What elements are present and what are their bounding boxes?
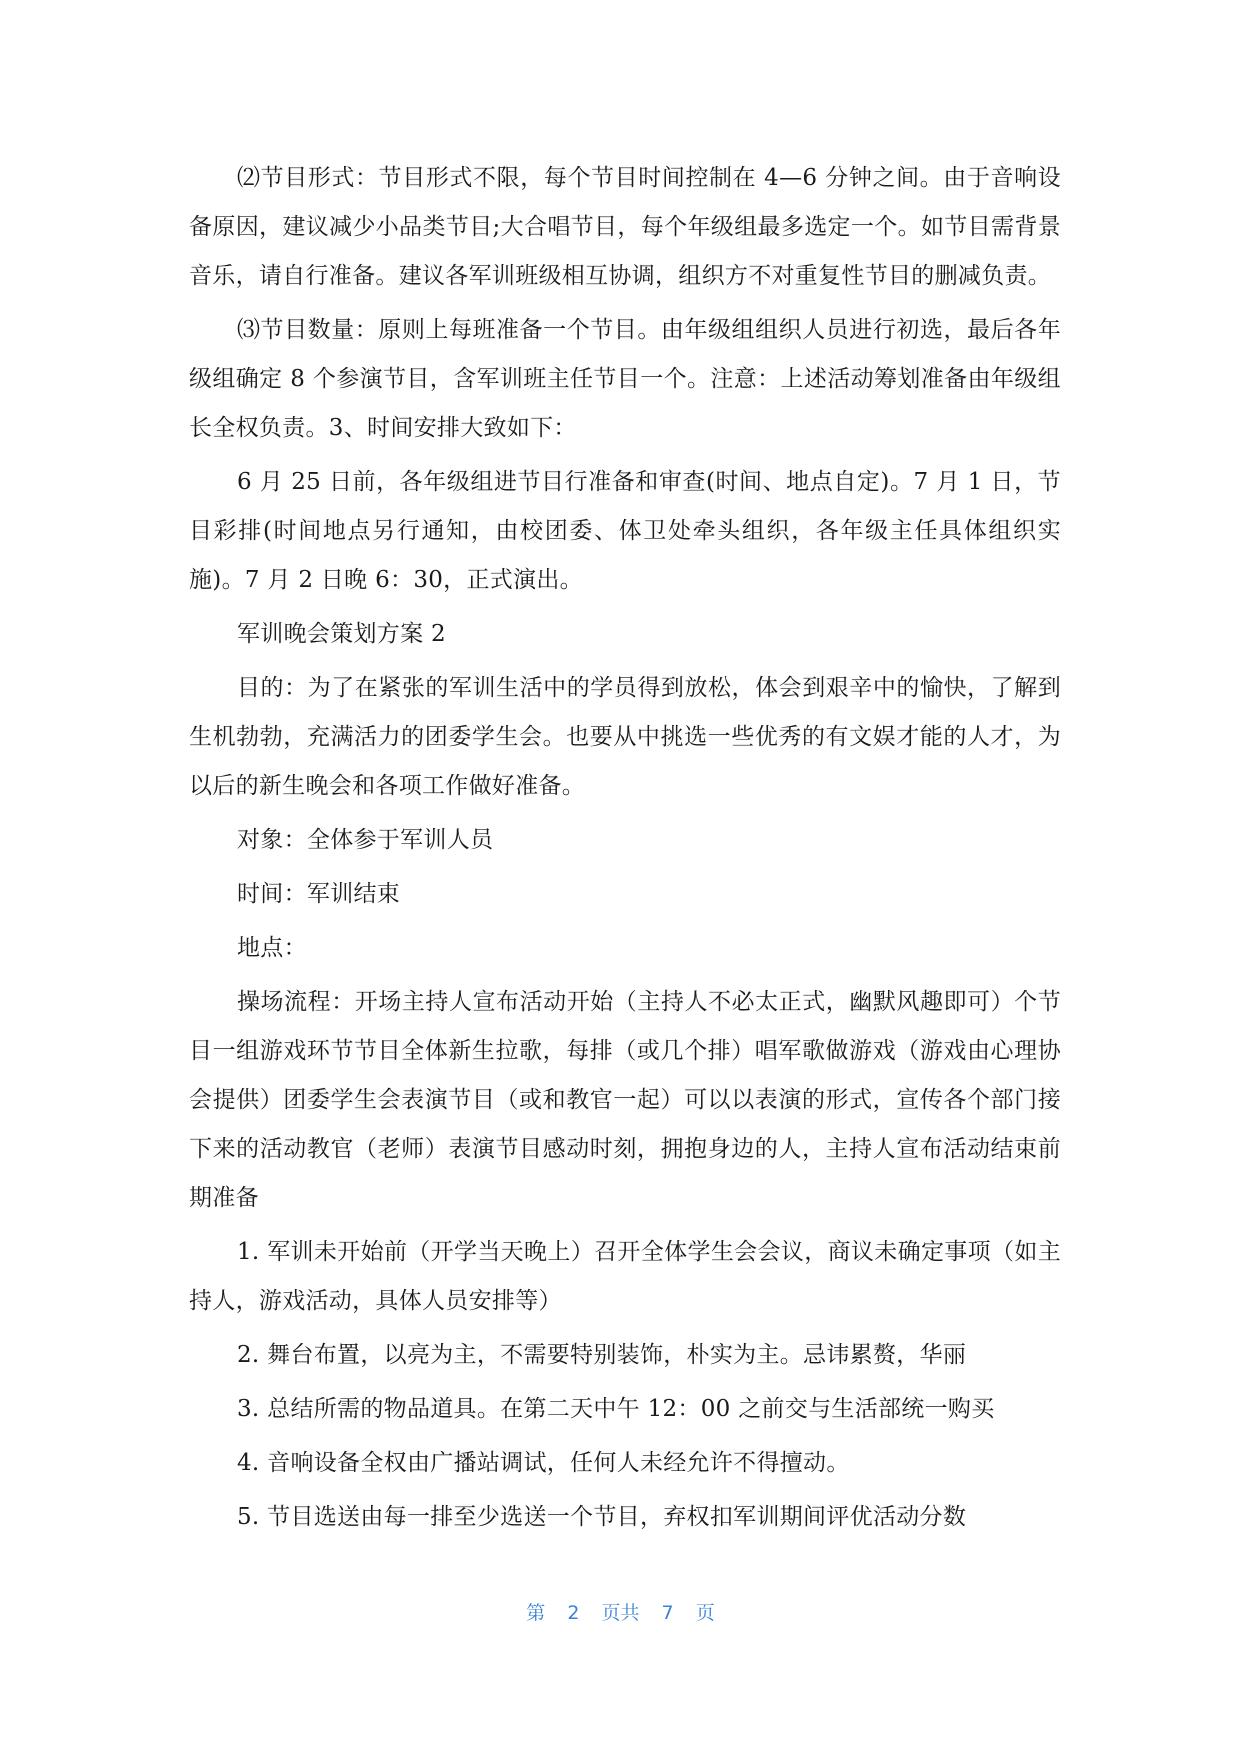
paragraph-audience: 对象：全体参于军训人员: [237, 827, 494, 853]
footer-prefix: 第: [526, 1602, 546, 1624]
page-footer: [0, 1598, 1241, 1625]
document-body: [189, 154, 1061, 1547]
paragraph-schedule: 6 月 25 日前，各年级组进节目行准备和审查(时间、地点自定)。7 月 1 日，节目彩排(时间地点另行通知，由校团委、体卫处牵头组织，各年级主任具体组织实施)。7 月 2 日晚 6：30，正式演出。: [189, 469, 1061, 593]
list-item: 3. 总结所需的物品道具。在第二天中午 12：00 之前交与生活部统一购买: [237, 1396, 995, 1422]
footer-middle: 页共: [601, 1602, 640, 1624]
footer-total-pages: 7: [661, 1602, 674, 1624]
paragraph-purpose: 目的：为了在紧张的军训生活中的学员得到放松，体会到艰辛中的愉快，了解到生机勃勃，充满活力的团委学生会。也要从中挑选一些优秀的有文娱才能的人才，为以后的新生晚会和各项工作做好准备。: [189, 675, 1061, 799]
section-heading: 军训晚会策划方案 2: [237, 621, 446, 647]
paragraph-program-count: ⑶节目数量：原则上每班准备一个节目。由年级组组织人员进行初选，最后各年级组确定 8 个参演节目，含军训班主任节目一个。注意：上述活动筹划准备由年级组长全权负责。3、时间安排大致如下：: [189, 317, 1061, 441]
list-item: 1. 军训未开始前（开学当天晚上）召开全体学生会会议，商议未确定事项（如主持人，游戏活动，具体人员安排等）: [189, 1239, 1061, 1314]
paragraph-process: 操场流程：开场主持人宣布活动开始（主持人不必太正式，幽默风趣即可）个节目一组游戏环节节目全体新生拉歌，每排（或几个排）唱军歌做游戏（游戏由心理协会提供）团委学生会表演节目（或和教官一起）可以以表演的形式，宣传各个部门接下来的活动教官（老师）表演节目感动时刻，拥抱身边的人，主持人宣布活动结束前期准备: [189, 989, 1061, 1211]
paragraph-location: 地点：: [237, 935, 307, 961]
footer-suffix: 页: [695, 1602, 715, 1624]
list-item: 4. 音响设备全权由广播站调试，任何人未经允许不得擅动。: [237, 1450, 850, 1476]
footer-page-number: 2: [567, 1602, 580, 1624]
list-item: 5. 节目选送由每一排至少选送一个节目，弃权扣军训期间评优活动分数: [237, 1504, 967, 1530]
paragraph-time: 时间：军训结束: [237, 881, 401, 907]
list-item: 2. 舞台布置，以亮为主，不需要特别装饰，朴实为主。忌讳累赘，华丽: [237, 1342, 967, 1368]
paragraph-program-format: ⑵节目形式：节目形式不限，每个节目时间控制在 4—6 分钟之间。由于音响设备原因，建议减少小品类节目;大合唱节目，每个年级组最多选定一个。如节目需背景音乐，请自行准备。建议各军训班级相互协调，组织方不对重复性节目的删减负责。: [189, 165, 1061, 289]
